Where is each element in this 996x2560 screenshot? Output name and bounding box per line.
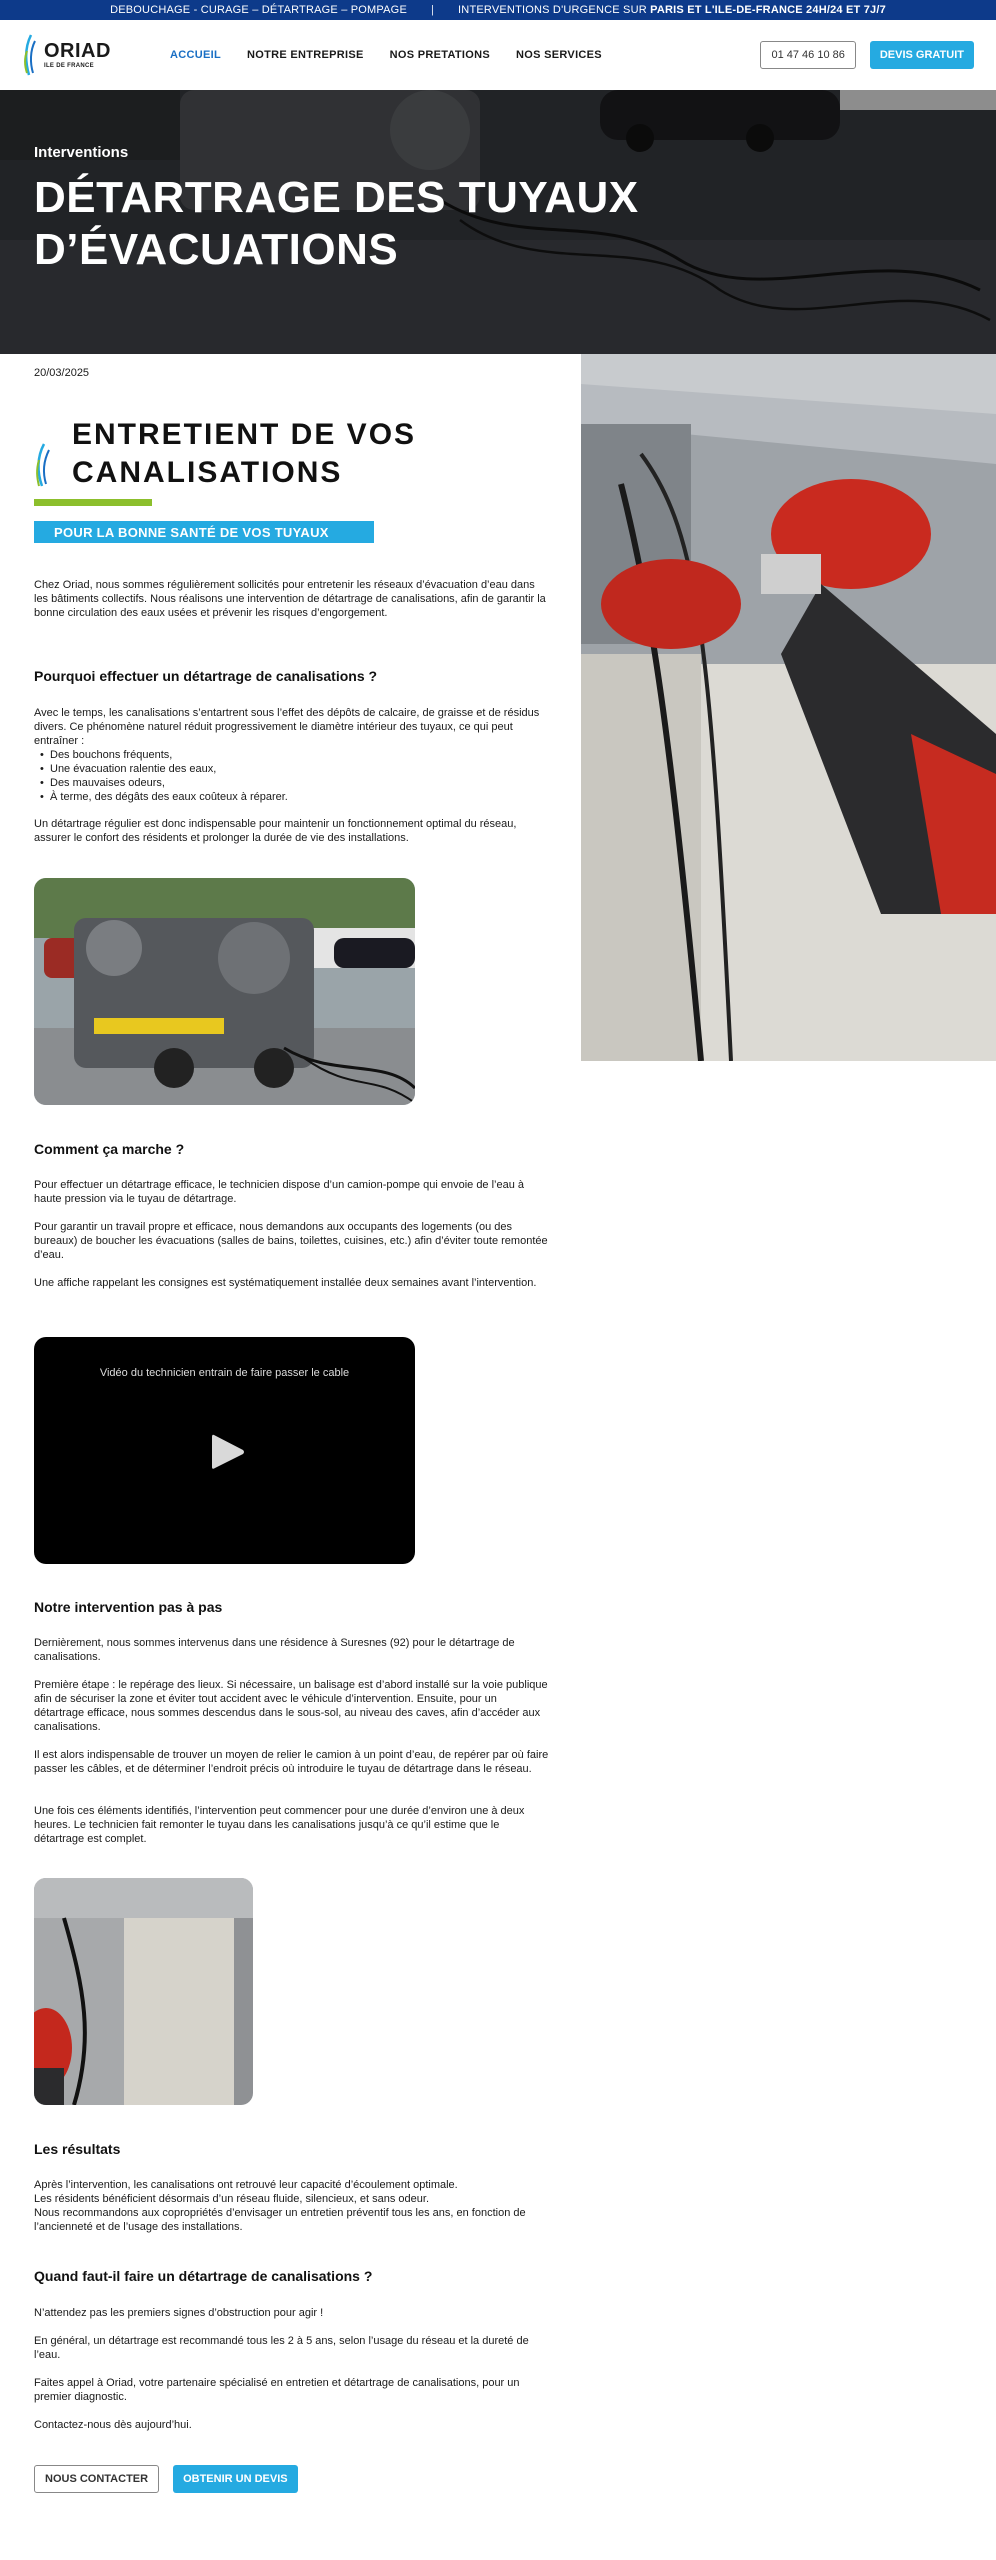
site-header: [0, 20, 996, 90]
video-player[interactable]: [34, 1337, 415, 1564]
step-paragraph-2: Première étape : le repérage des lieux. Si nécessaire, un balisage est d’abord installé sur la voie publique afin de sécuriser la zone et éviter tout accident avec le véhicule d’intervention. Ensuite, pour un détartrage efficace, nous sommes descendus dans le sous-sol, au niveau des caves, afin d’accéder aux canalisations.: [34, 1679, 548, 1733]
basement-pipe-image: [34, 1878, 253, 2105]
devis-gratuit-button[interactable]: DEVIS GRATUIT: [870, 41, 974, 69]
step-paragraph-3: Il est alors indispensable de trouver un moyen de relier le camion à un point d’eau, de repérer par où faire passer les câbles, et de déterminer l’endroit précis où introduire le tuyau de détartrage dans le réseau.: [34, 1749, 549, 1775]
step-heading: Notre intervention pas à pas: [34, 1599, 223, 1615]
top-banner: [0, 0, 996, 20]
truck-photo: [34, 878, 415, 1105]
water-wave-icon: [22, 33, 38, 77]
phone-button[interactable]: 01 47 46 10 86: [760, 41, 855, 69]
list-item: • Une évacuation ralentie des eaux,: [34, 762, 550, 776]
video-caption: Vidéo du technicien entrain de faire passer le cable: [99, 1367, 350, 1379]
pump-truck-image: [34, 878, 415, 1105]
results-line-2: Les résidents bénéficient désormais d’un réseau fluide, silencieux, et sans odeur.: [34, 2193, 430, 2205]
step-paragraph-1: Dernièrement, nous sommes intervenus dans une résidence à Suresnes (92) pour le détartrage de canalisations.: [34, 1637, 515, 1663]
services-banner-text: DEBOUCHAGE - CURAGE – DÉTARTRAGE – POMPAGE: [110, 4, 407, 16]
why-conclusion: Un détartrage régulier est donc indispensable pour maintenir un fonctionnement optimal du réseau, assurer le confort des résidents et prolonger la durée de vie des installations.: [34, 818, 517, 844]
nav-nos-services[interactable]: NOS SERVICES: [516, 49, 602, 61]
nav-notre-entreprise[interactable]: NOTRE ENTREPRISE: [247, 49, 364, 61]
list-item: • Des mauvaises odeurs,: [34, 776, 550, 790]
logo-subtitle: ILE DE FRANCE: [44, 63, 94, 69]
main-nav: [170, 49, 602, 61]
how-paragraph-3: Une affiche rappelant les consignes est systématiquement installée deux semaines avant l’intervention.: [34, 1277, 537, 1289]
urgency-banner-text: INTERVENTIONS D'URGENCE SUR PARIS ET L'ILE-DE-FRANCE 24H/24 ET 7J/7: [458, 4, 886, 16]
hero-banner: [0, 90, 996, 354]
intro-paragraph: Chez Oriad, nous sommes régulièrement sollicités pour entretenir les réseaux d’évacuation d’eau dans les bâtiments collectifs. Nous réalisons une intervention de détartrage de canalisations, afin de garantir la bonne circulation des eaux usées et prévenir les risques d’engorgement.: [34, 579, 546, 619]
why-paragraph: Avec le temps, les canalisations s’entartrent sous l’effet des dépôts de calcaire, de graisse et de résidus divers. Ce phénomène naturel réduit progressivement le diamètre intérieur des tuyaux, ce qui peut entraîner :: [34, 707, 540, 747]
water-wave-icon: [34, 442, 52, 488]
subtitle-tag: POUR LA BONNE SANTÉ DE VOS TUYAUX: [34, 521, 374, 543]
results-line-1: Après l’intervention, les canalisations ont retrouvé leur capacité d’écoulement optimale.: [34, 2179, 458, 2191]
basement-photo: [34, 1878, 253, 2105]
when-paragraph-3: Faites appel à Oriad, votre partenaire spécialisé en entretien et détartrage de canalisations, pour un premier diagnostic.: [34, 2377, 520, 2403]
how-heading: Comment ça marche ?: [34, 1141, 185, 1157]
contact-button[interactable]: NOUS CONTACTER: [34, 2465, 159, 2493]
why-list: [34, 748, 550, 804]
play-icon[interactable]: [210, 1432, 246, 1472]
when-paragraph-2: En général, un détartrage est recommandé tous les 2 à 5 ans, selon l’usage du réseau et la dureté de l’eau.: [34, 2335, 529, 2361]
side-photo-technician: [581, 354, 996, 1061]
how-paragraph-1: Pour effectuer un détartrage efficace, le technicien dispose d’un camion-pompe qui envoie de l’eau à haute pression via le tuyau de détartrage.: [34, 1179, 525, 1205]
banner-separator: |: [430, 4, 435, 16]
why-heading: Pourquoi effectuer un détartrage de canalisations ?: [34, 668, 378, 684]
article-date: 20/03/2025: [34, 367, 90, 379]
when-paragraph-1: N’attendez pas les premiers signes d’obstruction pour agir !: [34, 2307, 324, 2319]
title-underline: [34, 499, 152, 506]
article-title: ENTRETIENT DE VOS CANALISATIONS: [72, 418, 417, 489]
hero-kicker: Interventions: [34, 144, 129, 161]
section-title: [34, 416, 554, 492]
technician-pipe-photo: [581, 354, 996, 1061]
get-quote-button[interactable]: OBTENIR UN DEVIS: [173, 2465, 298, 2493]
when-paragraph-4: Contactez-nous dès aujourd’hui.: [34, 2419, 192, 2431]
nav-accueil[interactable]: ACCUEIL: [170, 49, 221, 61]
when-heading: Quand faut-il faire un détartrage de canalisations ?: [34, 2268, 373, 2284]
logo-name: ORIAD: [44, 40, 111, 62]
cta-buttons: [34, 2465, 298, 2493]
oriad-logo[interactable]: [22, 33, 142, 77]
step-paragraph-4: Une fois ces éléments identifiés, l’intervention peut commencer pour une durée d’environ une à deux heures. Le technicien fait remonter le tuyau dans les canalisations jusqu’à ce qu’il estime que le détartrage est complet.: [34, 1805, 525, 1845]
results-heading: Les résultats: [34, 2141, 121, 2157]
list-item: • À terme, des dégâts des eaux coûteux à réparer.: [34, 790, 550, 804]
results-block: [34, 2178, 550, 2234]
page-title: DÉTARTRAGE DES TUYAUX D’ÉVACUATIONS: [34, 173, 639, 274]
nav-nos-prestations[interactable]: NOS PRETATIONS: [389, 49, 491, 61]
how-paragraph-2: Pour garantir un travail propre et efficace, nous demandons aux occupants des logements (ou des bureaux) de boucher les évacuations (salles de bains, toilettes, cuisines, etc.) afin d’éviter toute remontée d’eau.: [34, 1221, 548, 1261]
list-item: • Des bouchons fréquents,: [34, 748, 550, 762]
results-line-3: Nous recommandons aux copropriétés d’envisager un entretien préventif tous les ans, en fonction de l’ancienneté et de l’usage des installations.: [34, 2207, 526, 2233]
